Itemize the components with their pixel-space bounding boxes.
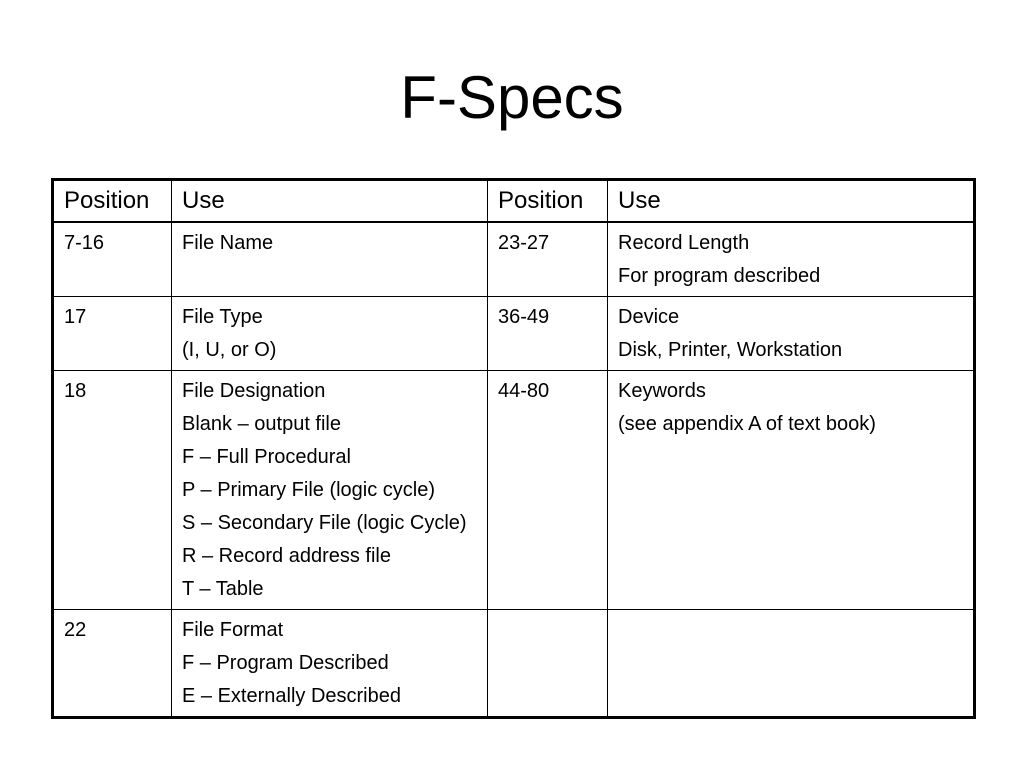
cell-line: File Designation — [182, 380, 326, 402]
cell-line: E – Externally Described — [182, 685, 401, 707]
table-row — [53, 371, 975, 610]
cell-line: For program described — [618, 265, 821, 287]
use-cell — [172, 371, 488, 610]
position-cell: 18 — [53, 371, 172, 610]
use-cell — [608, 610, 975, 718]
table-body — [53, 222, 975, 718]
cell-line: (I, U, or O) — [182, 339, 277, 361]
cell-line: T – Table — [182, 578, 264, 600]
cell-line: P – Primary File (logic cycle) — [182, 479, 436, 501]
cell-line: Record Length — [618, 232, 750, 254]
cell-line: S – Secondary File (logic Cycle) — [182, 512, 467, 534]
cell-line: Device — [618, 306, 680, 328]
position-cell: 36-49 — [488, 297, 608, 371]
cell-line: Blank – output file — [182, 413, 341, 435]
use-cell — [172, 297, 488, 371]
position-cell: 7-16 — [53, 222, 172, 297]
position-cell: 44-80 — [488, 371, 608, 610]
cell-line: File Format — [182, 619, 284, 641]
use-cell — [172, 610, 488, 718]
position-cell: 23-27 — [488, 222, 608, 297]
cell-line: Keywords — [618, 380, 706, 402]
use-cell — [172, 222, 488, 297]
position-cell — [488, 610, 608, 718]
table-row — [53, 222, 975, 297]
use-cell — [608, 222, 975, 297]
use-cell — [608, 297, 975, 371]
use-cell — [608, 371, 975, 610]
cell-line: (see appendix A of text book) — [618, 413, 876, 435]
table-row — [53, 297, 975, 371]
cell-line: F – Full Procedural — [182, 446, 351, 468]
f-specs-table — [51, 178, 976, 719]
header-use-1: Use — [172, 180, 488, 223]
header-position-2: Position — [488, 180, 608, 223]
position-cell: 17 — [53, 297, 172, 371]
table-header-row — [53, 180, 975, 223]
cell-line: F – Program Described — [182, 652, 389, 674]
cell-line: R – Record address file — [182, 545, 391, 567]
cell-line: File Type — [182, 306, 263, 328]
cell-line: File Name — [182, 232, 274, 254]
position-cell: 22 — [53, 610, 172, 718]
header-use-2: Use — [608, 180, 975, 223]
slide-title: F-Specs — [400, 64, 624, 131]
cell-line: Disk, Printer, Workstation — [618, 339, 843, 361]
header-position-1: Position — [53, 180, 172, 223]
table-row — [53, 610, 975, 718]
